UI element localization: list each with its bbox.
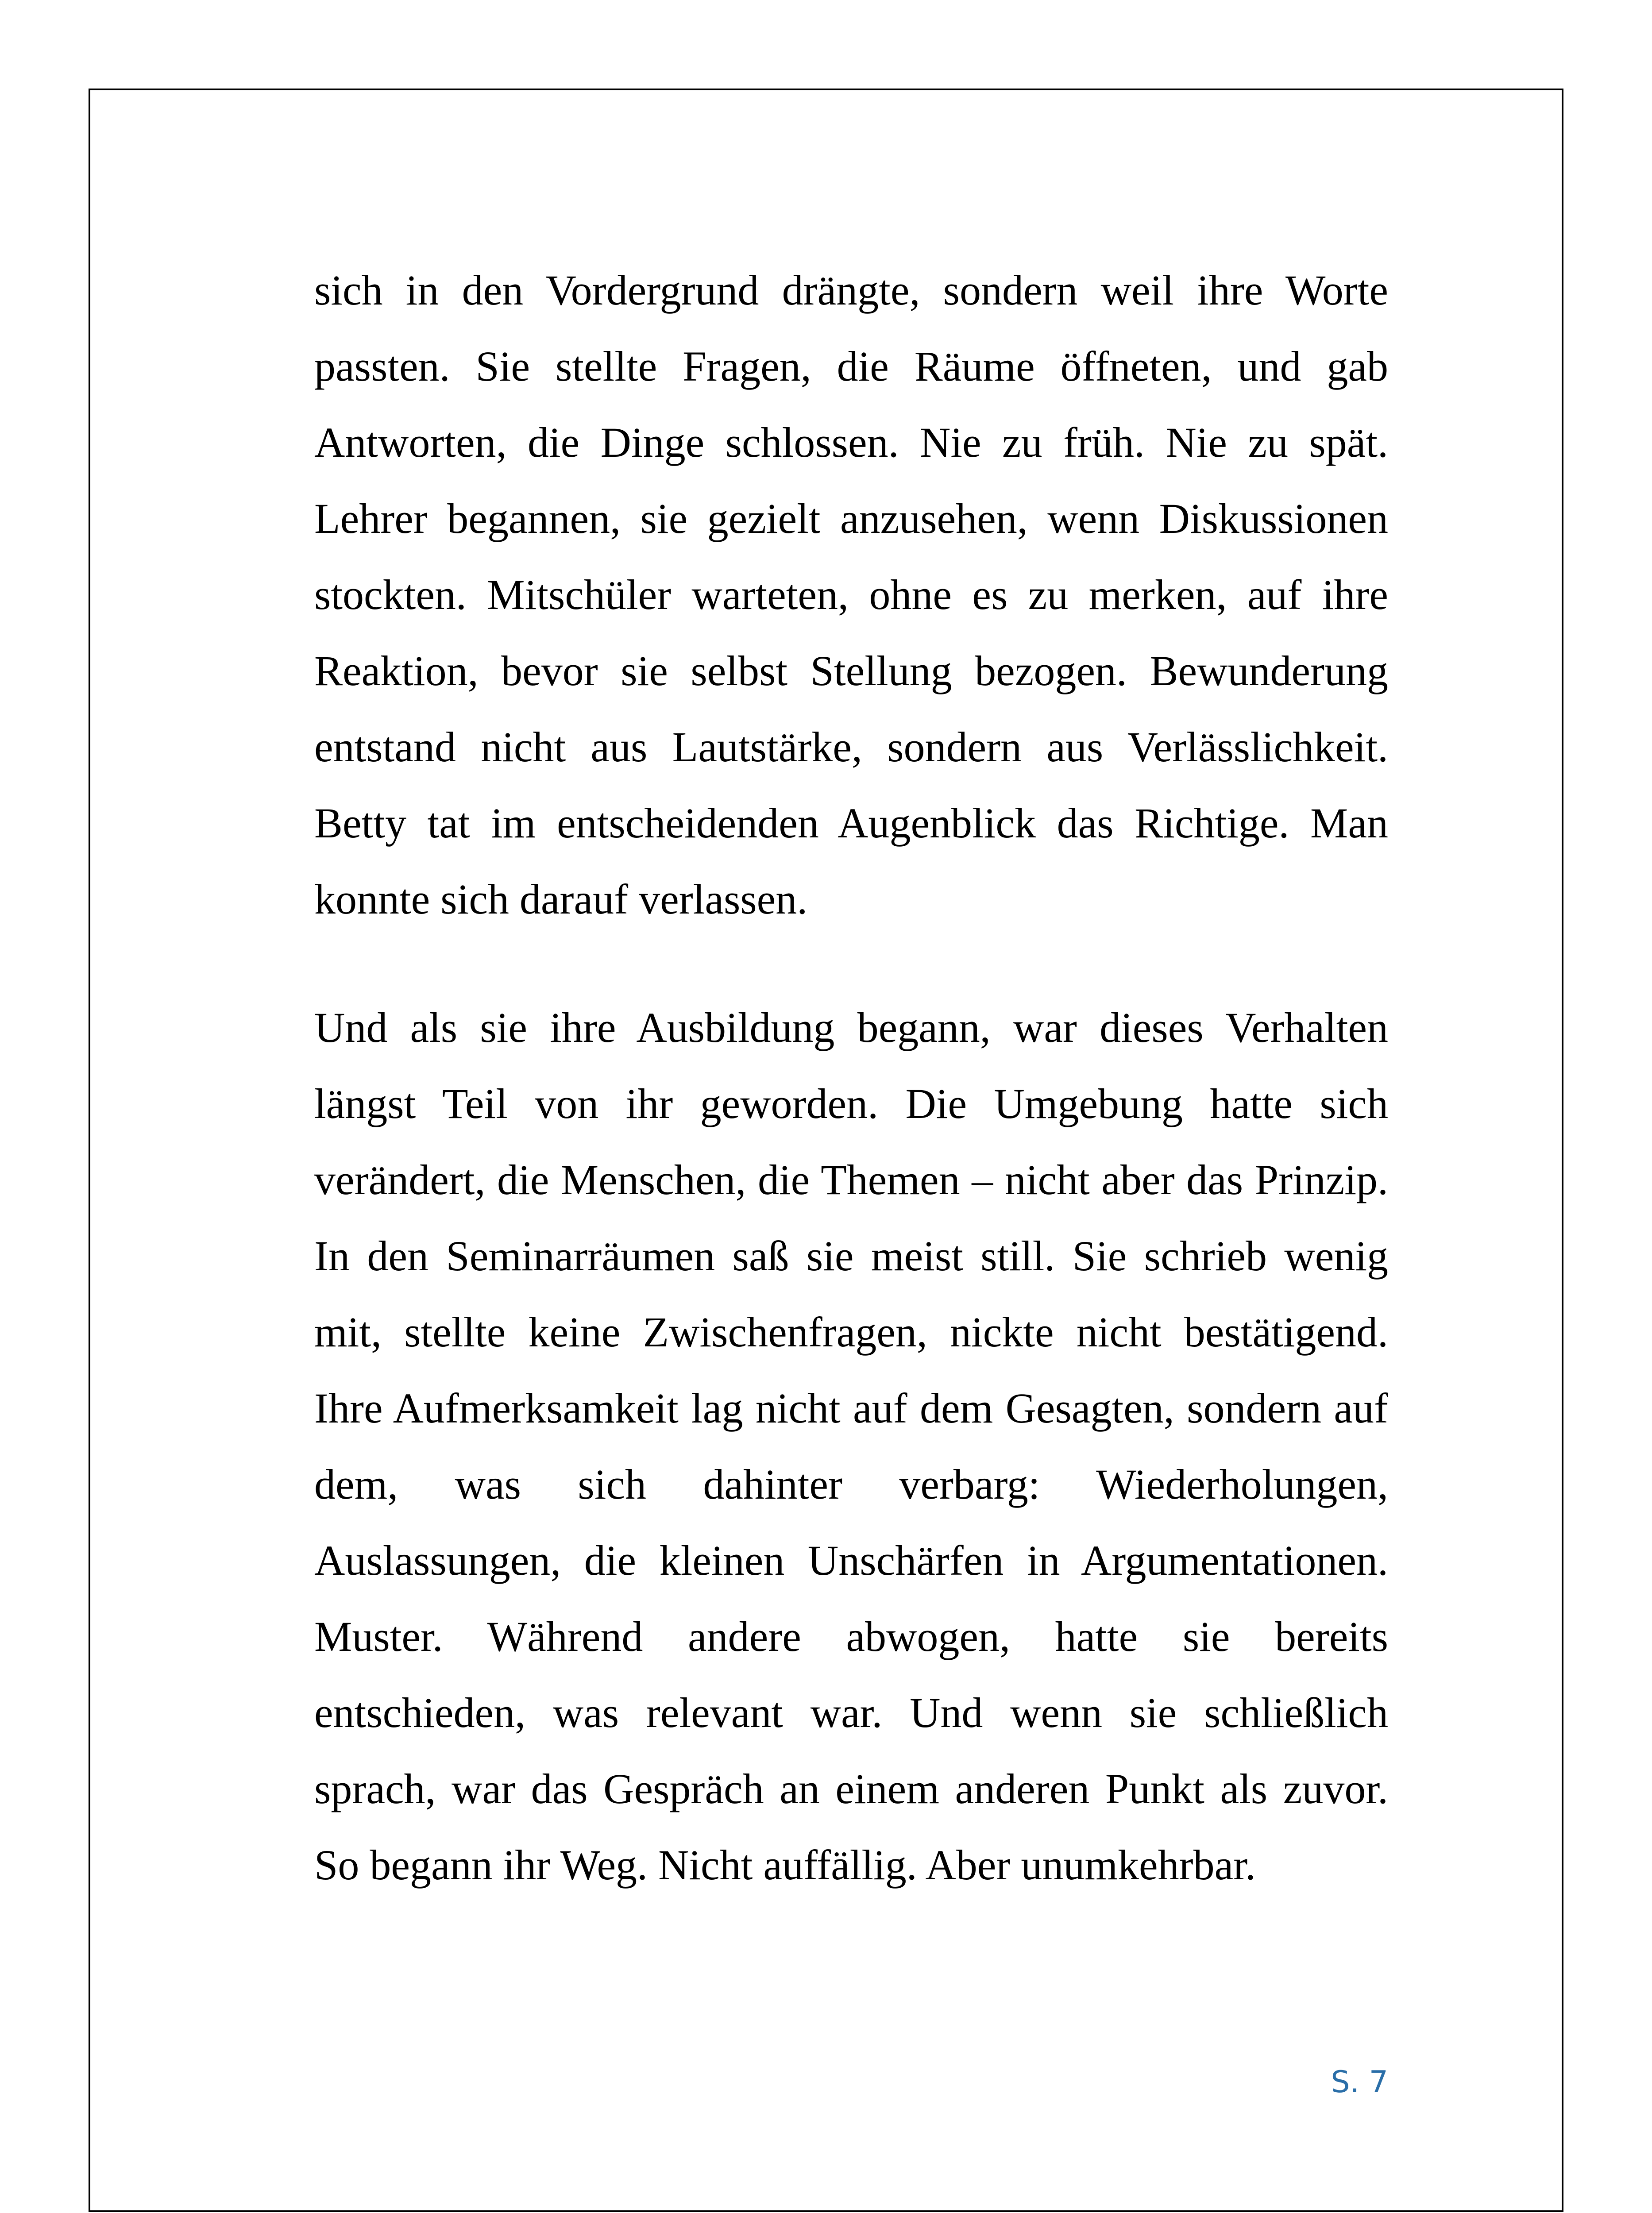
paragraph-2: Und als sie ihre Ausbildung begann, war dieses Verhalten längst Teil von ihr geworden. Die Umgebung hatte sich verändert, die Menschen, die Themen – nicht aber das Prinzip. In den Seminarräumen saß sie meist still. Sie schrieb wenig mit, stellte keine Zwischenfragen, nickte nicht bestätigend. Ihre Aufmerksamkeit lag nicht auf dem Gesagten, sondern auf dem, was sich dahinter verbarg: Wiederholungen, Auslassungen, die kleinen Unschärfen in Argumentationen. Muster. Während andere abwogen, hatte sie bereits entschieden, was relevant war. Und wenn sie schließlich sprach, war das Gespräch an einem anderen Punkt als zuvor. So begann ihr Weg. Nicht auffällig. Aber unumkehrbar. bbox=[314, 1004, 1388, 1889]
page-number: S. 7 bbox=[1331, 2065, 1388, 2100]
paragraph-1: sich in den Vordergrund drängte, sondern weil ihre Worte passten. Sie stellte Fragen, die Räume öffneten, und gab Antworten, die Dinge schlossen. Nie zu früh. Nie zu spät. Lehrer begannen, sie gezielt anzusehen, wenn Diskussionen stockten. Mitschüler warteten, ohne es zu merken, auf ihre Reaktion, bevor sie selbst Stellung bezogen. Bewunderung entstand nicht aus Lautstärke, sondern aus Verlässlichkeit. Betty tat im entscheidenden Augenblick das Richtige. Man konnte sich darauf verlassen. bbox=[314, 266, 1388, 923]
body-text bbox=[314, 252, 1388, 1903]
